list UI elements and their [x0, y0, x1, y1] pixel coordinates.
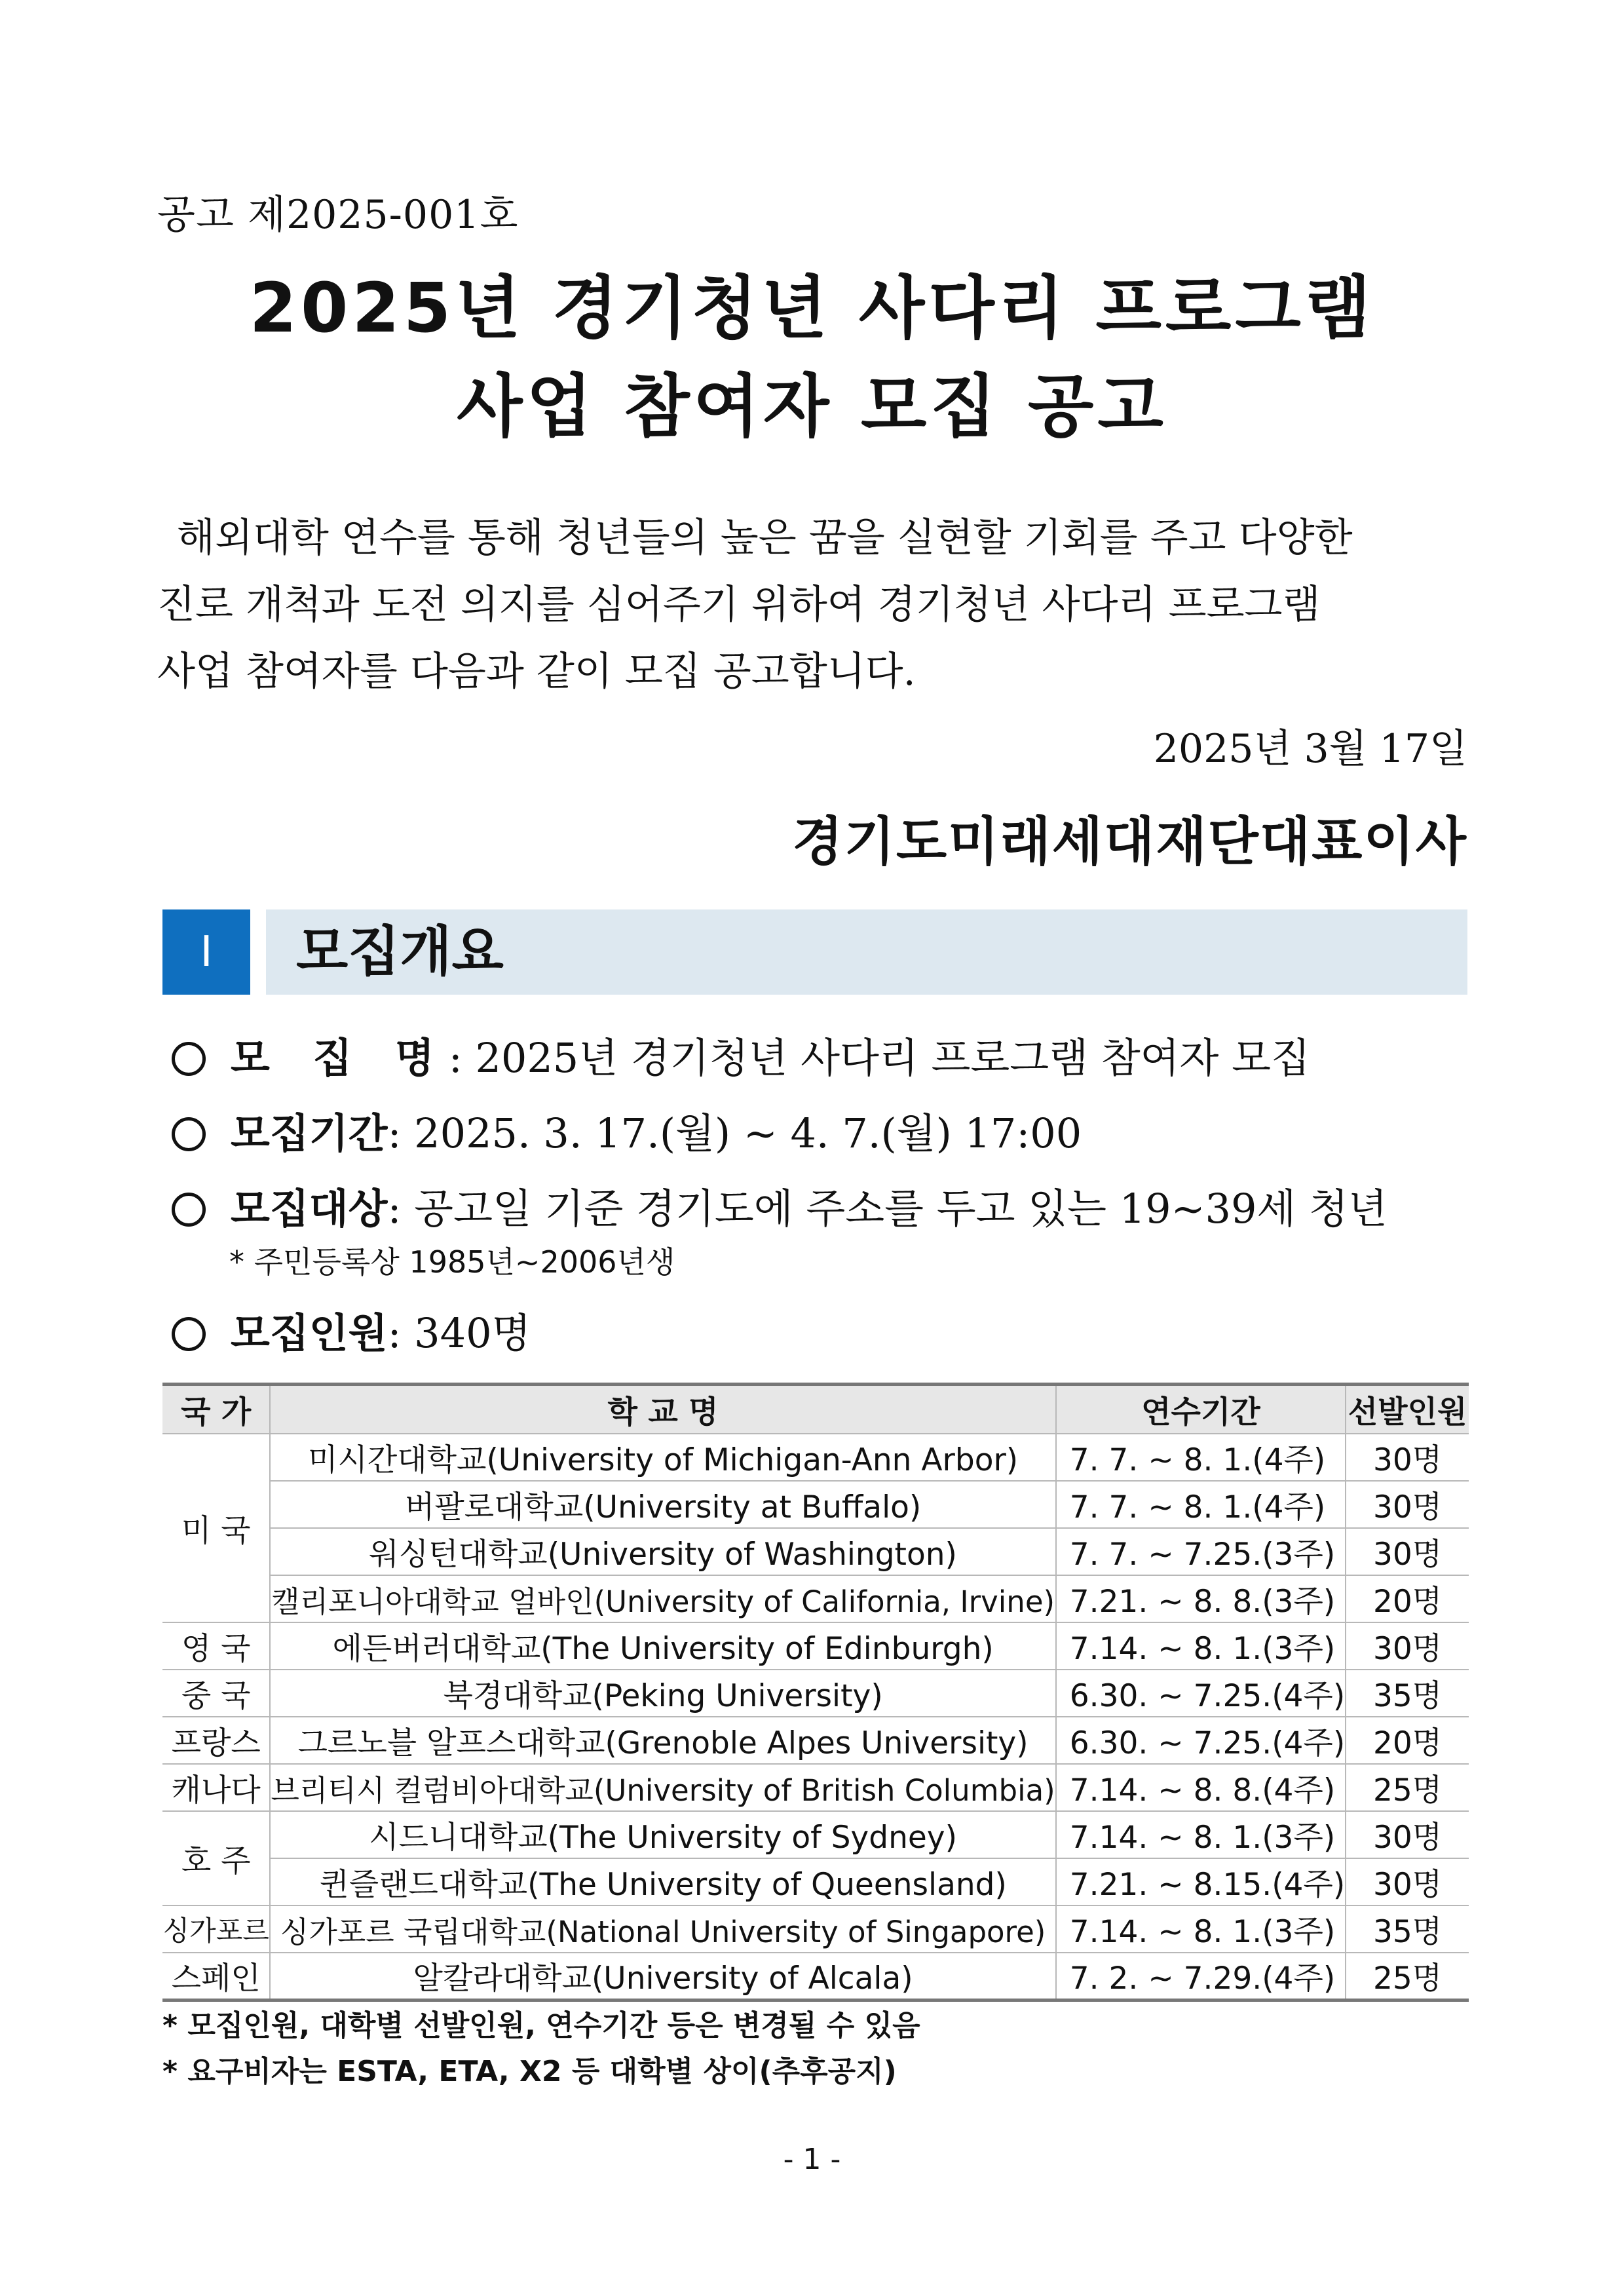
section-header: [162, 909, 1467, 995]
recruit-table: [162, 1383, 1469, 2002]
circle-bullet-icon: [172, 1042, 206, 1076]
table-row: [162, 1670, 1469, 1717]
bullet-label: 모 집 명: [231, 1034, 449, 1082]
bullet-value: : 2025. 3. 17.(월) ~ 4. 7.(월) 17:00: [387, 1109, 1082, 1157]
table-row: [162, 1528, 1469, 1575]
page-number: - 1 -: [783, 2143, 841, 2176]
table-row: [162, 1622, 1469, 1670]
bullet-label: 모집대상: [231, 1185, 388, 1233]
bullet-label: 모집기간: [231, 1109, 388, 1157]
table-row: [162, 1717, 1469, 1764]
intro-line-3: 사업 참여자를 다음과 같이 모집 공고합니다.: [157, 649, 916, 695]
circle-bullet-icon: [172, 1193, 206, 1227]
table-row: [162, 1575, 1469, 1622]
period-cell: 7.14. ~ 8. 1.(3주): [1056, 1905, 1346, 1953]
intro-line-2: 진로 개척과 도전 의지를 심어주기 위하여 경기청년 사다리 프로그램: [157, 582, 1321, 628]
period-cell: 7.14. ~ 8. 8.(4주): [1056, 1764, 1346, 1811]
bullet-value: : 340명: [387, 1309, 531, 1357]
table-row: [162, 1481, 1469, 1528]
period-cell: 7. 7. ~ 8. 1.(4주): [1056, 1434, 1346, 1481]
section-bar: [266, 909, 1467, 995]
country-cell: 프랑스: [162, 1717, 270, 1764]
bullet-recruit-period: [172, 1101, 1082, 1159]
period-cell: 7.21. ~ 8.15.(4주): [1056, 1858, 1346, 1905]
school-cell: 알칼라대학교(University of Alcala): [270, 1953, 1055, 2000]
section-title: 모집개요: [296, 921, 504, 983]
table-header-row: [162, 1385, 1469, 1434]
country-cell: 영 국: [162, 1622, 270, 1670]
bullet-value: : 2025년 경기청년 사다리 프로그램 참여자 모집: [448, 1034, 1310, 1082]
selected-cell: 25명: [1346, 1953, 1469, 2000]
table-row: [162, 1905, 1469, 1953]
table-row: [162, 1434, 1469, 1481]
country-cell: 캐나다: [162, 1764, 270, 1811]
school-cell: 그르노블 알프스대학교(Grenoble Alpes University): [270, 1717, 1055, 1764]
selected-cell: 30명: [1346, 1481, 1469, 1528]
selected-cell: 30명: [1346, 1858, 1469, 1905]
organization-name: 경기도미래세대재단대표이사: [792, 811, 1467, 872]
bullet-recruit-name: [172, 1025, 1310, 1084]
target-note: * 주민등록상 1985년~2006년생: [229, 1244, 675, 1280]
intro-paragraph: [157, 505, 1467, 705]
selected-cell: 30명: [1346, 1434, 1469, 1481]
header-country: 국 가: [162, 1385, 270, 1434]
intro-line-1: 해외대학 연수를 통해 청년들의 높은 꿈을 실현할 기회를 주고 다양한: [177, 515, 1353, 561]
table-row: [162, 1764, 1469, 1811]
school-cell: 버팔로대학교(University at Buffalo): [270, 1481, 1055, 1528]
header-period: 연수기간: [1056, 1385, 1346, 1434]
country-cell: 중 국: [162, 1670, 270, 1717]
selected-cell: 35명: [1346, 1905, 1469, 1953]
selected-cell: 30명: [1346, 1528, 1469, 1575]
footnote-1: * 모집인원, 대학별 선발인원, 연수기간 등은 변경될 수 있음: [162, 2009, 920, 2042]
table-row: [162, 1858, 1469, 1905]
selected-cell: 30명: [1346, 1622, 1469, 1670]
circle-bullet-icon: [172, 1317, 206, 1351]
notice-date: 2025년 3월 17일: [1153, 726, 1467, 772]
period-cell: 6.30. ~ 7.25.(4주): [1056, 1717, 1346, 1764]
bullet-label: 모집인원: [231, 1309, 388, 1357]
school-cell: 북경대학교(Peking University): [270, 1670, 1055, 1717]
period-cell: 6.30. ~ 7.25.(4주): [1056, 1670, 1346, 1717]
period-cell: 7. 7. ~ 7.25.(3주): [1056, 1528, 1346, 1575]
document-title: [0, 259, 1624, 455]
bullet-recruit-count: [172, 1301, 531, 1359]
bullet-recruit-target: [172, 1176, 1388, 1234]
selected-cell: 20명: [1346, 1575, 1469, 1622]
school-cell: 캘리포니아대학교 얼바인(University of California, Irvine): [270, 1575, 1055, 1622]
country-cell: 스페인: [162, 1953, 270, 2000]
period-cell: 7.14. ~ 8. 1.(3주): [1056, 1811, 1346, 1858]
footnote-2: * 요구비자는 ESTA, ETA, X2 등 대학별 상이(추후공지): [162, 2055, 897, 2088]
bullet-value: : 공고일 기준 경기도에 주소를 두고 있는 19~39세 청년: [387, 1185, 1388, 1233]
selected-cell: 30명: [1346, 1811, 1469, 1858]
country-cell: 미 국: [162, 1434, 270, 1622]
period-cell: 7. 7. ~ 8. 1.(4주): [1056, 1481, 1346, 1528]
school-cell: 미시간대학교(University of Michigan-Ann Arbor): [270, 1434, 1055, 1481]
notice-number: 공고 제2025-001호: [157, 192, 519, 238]
selected-cell: 20명: [1346, 1717, 1469, 1764]
header-selected: 선발인원: [1346, 1385, 1469, 1434]
title-line-1: 2025년 경기청년 사다리 프로그램: [249, 268, 1375, 348]
section-number: Ⅰ: [162, 909, 250, 995]
country-cell: 호 주: [162, 1811, 270, 1905]
period-cell: 7.21. ~ 8. 8.(3주): [1056, 1575, 1346, 1622]
circle-bullet-icon: [172, 1117, 206, 1151]
selected-cell: 35명: [1346, 1670, 1469, 1717]
school-cell: 싱가포르 국립대학교(National University of Singapore): [270, 1905, 1055, 1953]
table-row: [162, 1953, 1469, 2000]
country-cell: 싱가포르: [162, 1905, 270, 1953]
period-cell: 7. 2. ~ 7.29.(4주): [1056, 1953, 1346, 2000]
school-cell: 퀸즐랜드대학교(The University of Queensland): [270, 1858, 1055, 1905]
period-cell: 7.14. ~ 8. 1.(3주): [1056, 1622, 1346, 1670]
school-cell: 시드니대학교(The University of Sydney): [270, 1811, 1055, 1858]
table-row: [162, 1811, 1469, 1858]
header-school: 학 교 명: [270, 1385, 1055, 1434]
school-cell: 워싱턴대학교(University of Washington): [270, 1528, 1055, 1575]
title-line-2: 사업 참여자 모집 공고: [457, 366, 1167, 446]
school-cell: 에든버러대학교(The University of Edinburgh): [270, 1622, 1055, 1670]
school-cell: 브리티시 컬럼비아대학교(University of British Columbia): [270, 1764, 1055, 1811]
selected-cell: 25명: [1346, 1764, 1469, 1811]
